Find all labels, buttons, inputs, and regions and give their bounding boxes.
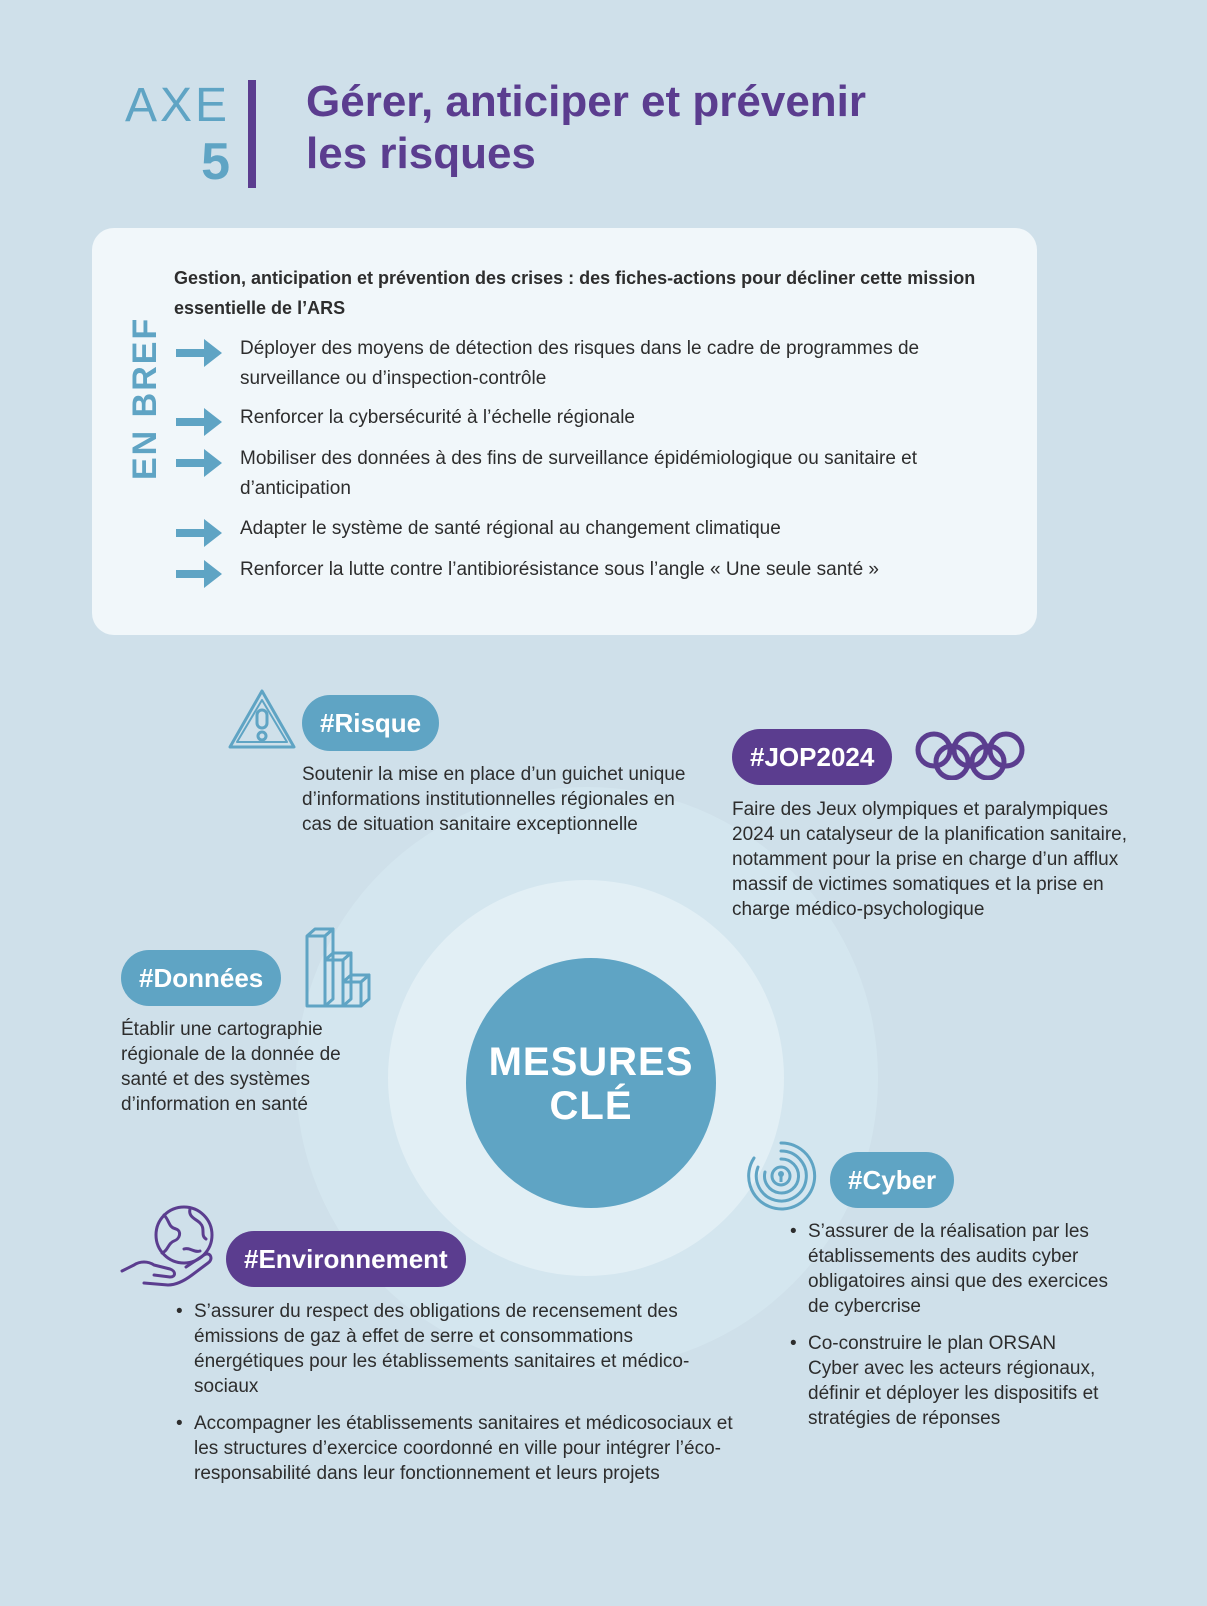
en-bref-item-text: Renforcer la cybersécurité à l’échelle régionale — [240, 407, 635, 428]
en-bref-item-text: Déployer des moyens de détection des risques dans le cadre de programmes de surveillance ou d’inspection-contrôle — [240, 338, 920, 389]
risque-text: Soutenir la mise en place d’un guichet unique d’informations institutionnelles régionales en cas de situation sanitaire exceptionnelle — [302, 764, 686, 835]
jop2024-text: Faire des Jeux olympiques et paralympiques 2024 un catalyseur de la planification sanitaire, notamment pour la prise en charge d’un afflux massif de victimes somatiques et la prise en charge médico-psychologique — [732, 799, 1128, 920]
cyber-list — [790, 1219, 1110, 1443]
center-title-line1: MESURES — [488, 1040, 694, 1084]
bar-chart-icon — [303, 926, 385, 1010]
page-title-line1: Gérer, anticiper et prévenir — [306, 77, 867, 126]
environnement-bullet: • S’assurer du respect des obligations de recensement des émissions de gaz à effet de serre et consommations énergétiques pour les établissements sanitaires et médico-sociaux — [176, 1299, 736, 1399]
arrow-right-icon — [176, 336, 222, 370]
center-title — [466, 1040, 716, 1128]
arrow-right-icon — [176, 557, 222, 591]
cyber-bullet: • Co-construire le plan ORSAN Cyber avec les acteurs régionaux, définir et déployer les dispositifs et stratégies de réponses — [790, 1331, 1110, 1431]
warning-icon — [226, 686, 298, 752]
environnement-list — [176, 1299, 736, 1498]
en-bref-label: EN BREF — [126, 316, 164, 480]
tag-environnement: #Environnement — [226, 1231, 466, 1287]
fingerprint-lock-icon — [744, 1139, 818, 1213]
arrow-right-icon — [176, 405, 222, 439]
axe-label: AXE — [124, 79, 230, 132]
page-title-line2: les risques — [306, 129, 536, 178]
tag-cyber: #Cyber — [830, 1152, 954, 1208]
en-bref-item-text: Mobiliser des données à des fins de surveillance épidémiologique ou sanitaire et d’anticipation — [240, 448, 918, 499]
tag-risque: #Risque — [302, 695, 439, 751]
tag-donnees: #Données — [121, 950, 281, 1006]
en-bref-item-text: Renforcer la lutte contre l’antibiorésistance sous l’angle « Une seule santé » — [240, 559, 879, 580]
hand-globe-icon — [120, 1203, 220, 1291]
page-title — [306, 76, 1006, 180]
olympic-rings-icon — [912, 730, 1030, 780]
arrow-right-icon — [176, 446, 222, 480]
cyber-bullet: • S’assurer de la réalisation par les établissements des audits cyber obligatoires ainsi que des exercices de cybercrise — [790, 1219, 1110, 1319]
donnees-text: Établir une cartographie régionale de la donnée de santé et des systèmes d’information en santé — [121, 1019, 341, 1115]
title-divider — [248, 80, 256, 188]
center-title-line2: CLÉ — [549, 1084, 633, 1128]
tag-jop2024: #JOP2024 — [732, 729, 892, 785]
axe-number: 5 — [201, 133, 230, 191]
arrow-right-icon — [176, 516, 222, 550]
en-bref-item-text: Adapter le système de santé régional au changement climatique — [240, 518, 781, 539]
environnement-bullet: • Accompagner les établissements sanitaires et médicosociaux et les structures d’exercice coordonné en ville pour intégrer l’éco-responsabilité dans leur fonctionnement et leurs projets — [176, 1411, 736, 1486]
en-bref-intro: Gestion, anticipation et prévention des crises : des fiches-actions pour décliner cette mission essentielle de l’ARS — [174, 268, 976, 318]
